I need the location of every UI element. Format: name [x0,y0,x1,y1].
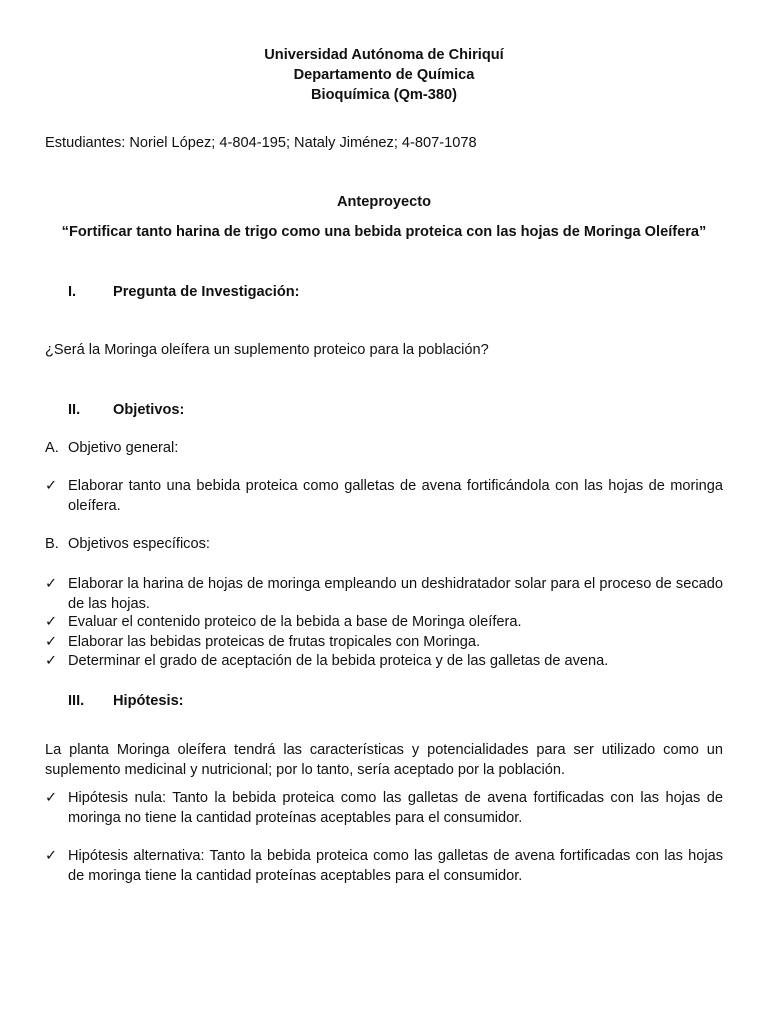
list-item-text: Determinar el grado de aceptación de la bebida proteica y de las galletas de avena. [68,653,609,669]
list-item-text: Elaborar la harina de hojas de moringa empleando un deshidratador solar para el proceso de secado de las hojas. [68,576,723,612]
section-1-heading [68,283,300,303]
students-line: Estudiantes: Noriel López; 4-804-195; Nataly Jiménez; 4-807-1078 [45,135,477,151]
section-2-title: Objetivos: [113,402,185,418]
list-item [45,652,723,672]
general-objective-label [45,439,178,459]
list-item [45,613,723,633]
list-item-text: Evaluar el contenido proteico de la bebida a base de Moringa oleífera. [68,614,522,630]
doc-type: Anteproyecto [336,194,432,210]
section-2-heading [68,401,184,421]
section-3-title: Hipótesis: [113,693,184,709]
section-3-heading [68,692,184,712]
hypothesis-intro: La planta Moringa oleífera tendrá las características y potencialidades para ser utilizado como un suplemento medicinal y nutricional; por lo tanto, sería aceptado por la población. [45,742,723,778]
check-icon: ✓ [45,478,58,494]
general-objective-letter: A. [45,440,59,456]
list-item [45,477,723,516]
section-3-number: III. [68,693,85,709]
check-icon: ✓ [45,790,58,806]
specific-objectives-letter: B. [45,536,59,552]
section-1-number: I. [68,284,77,300]
list-item-text: Elaborar tanto una bebida proteica como galletas de avena fortificándola con las hojas de moringa oleífera. [68,478,723,514]
header-university: Universidad Autónoma de Chiriquí [264,47,504,63]
check-icon: ✓ [45,614,58,630]
header-department: Departamento de Química [293,67,475,83]
document-title: “Fortificar tanto harina de trigo como una bebida proteica con las hojas de Moringa Oleífera” [61,224,707,240]
list-item [45,633,723,653]
list-item [45,789,723,828]
check-icon: ✓ [45,653,58,669]
specific-objectives-label [45,535,210,555]
list-item [45,847,723,886]
section-1-title: Pregunta de Investigación: [113,284,300,300]
specific-objectives-text: Objetivos específicos: [68,536,210,552]
check-icon: ✓ [45,634,58,650]
list-item-text: Hipótesis alternativa: Tanto la bebida proteica como las galletas de avena fortificadas con las hojas de moringa tiene la cantidad proteínas aceptables para el consumidor. [68,848,723,884]
header-course: Bioquímica (Qm-380) [311,87,457,103]
general-objective-text: Objetivo general: [68,440,179,456]
list-item-text: Elaborar las bebidas proteicas de frutas tropicales con Moringa. [68,634,481,650]
list-item [45,575,723,614]
research-question: ¿Será la Moringa oleífera un suplemento proteico para la población? [45,342,489,358]
check-icon: ✓ [45,576,58,592]
section-2-number: II. [68,402,81,418]
list-item-text: Hipótesis nula: Tanto la bebida proteica como las galletas de avena fortificadas con las hojas de moringa no tiene la cantidad proteínas aceptables para el consumidor. [68,790,723,826]
check-icon: ✓ [45,848,58,864]
